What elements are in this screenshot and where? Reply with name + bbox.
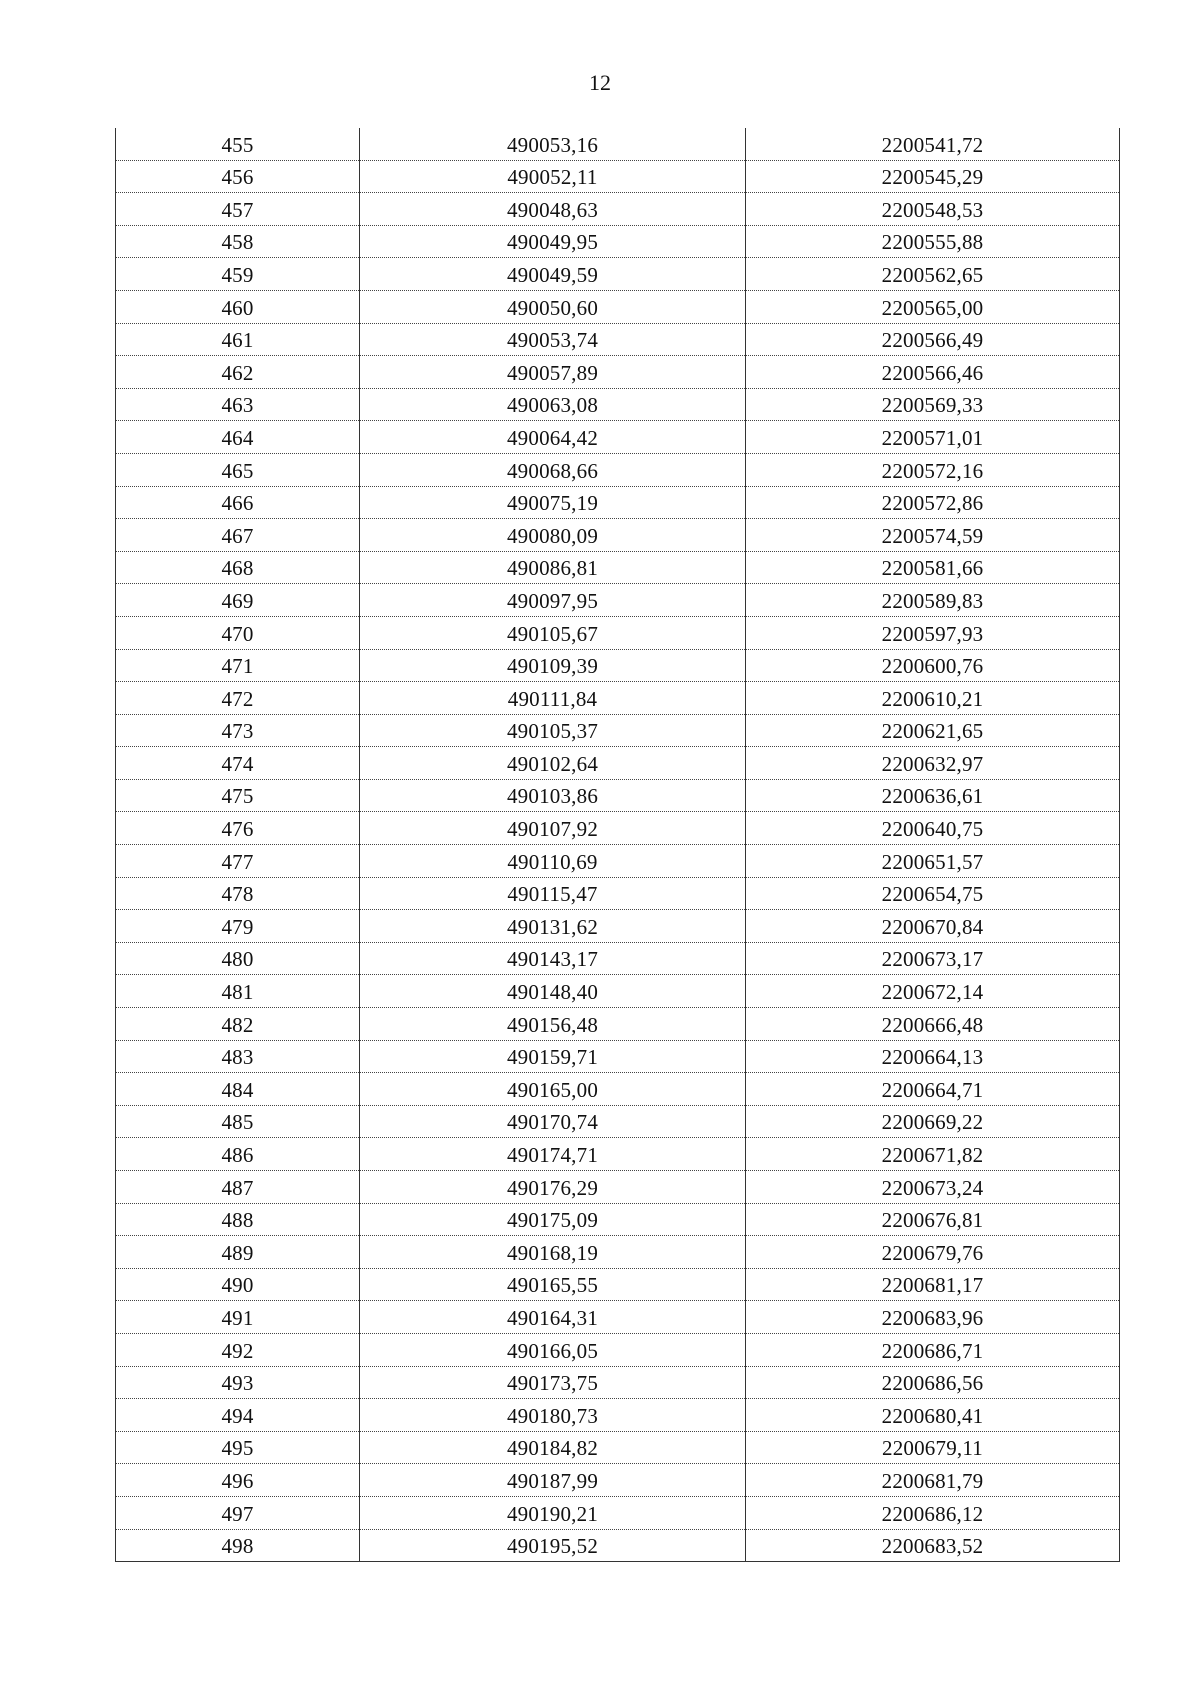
y-coordinate-cell: 2200651,57 — [746, 845, 1120, 878]
point-number-cell: 461 — [116, 323, 360, 356]
point-number-cell: 477 — [116, 845, 360, 878]
x-coordinate-cell: 490049,59 — [360, 258, 746, 291]
y-coordinate-cell: 2200565,00 — [746, 290, 1120, 323]
point-number-cell: 470 — [116, 616, 360, 649]
table-row — [116, 910, 1120, 943]
y-coordinate-cell: 2200640,75 — [746, 812, 1120, 845]
y-coordinate-cell: 2200566,49 — [746, 323, 1120, 356]
y-coordinate-cell: 2200571,01 — [746, 421, 1120, 454]
y-coordinate-cell: 2200664,71 — [746, 1073, 1120, 1106]
y-coordinate-cell: 2200672,14 — [746, 975, 1120, 1008]
point-number-cell: 465 — [116, 453, 360, 486]
point-number-cell: 466 — [116, 486, 360, 519]
x-coordinate-cell: 490143,17 — [360, 942, 746, 975]
x-coordinate-cell: 490086,81 — [360, 551, 746, 584]
point-number-cell: 479 — [116, 910, 360, 943]
y-coordinate-cell: 2200686,56 — [746, 1366, 1120, 1399]
table-row — [116, 1105, 1120, 1138]
coordinates-table — [115, 128, 1120, 1562]
y-coordinate-cell: 2200574,59 — [746, 519, 1120, 552]
y-coordinate-cell: 2200569,33 — [746, 388, 1120, 421]
y-coordinate-cell: 2200673,24 — [746, 1171, 1120, 1204]
table-row — [116, 942, 1120, 975]
table-row — [116, 1366, 1120, 1399]
x-coordinate-cell: 490166,05 — [360, 1333, 746, 1366]
point-number-cell: 464 — [116, 421, 360, 454]
table-row — [116, 1073, 1120, 1106]
y-coordinate-cell: 2200679,76 — [746, 1236, 1120, 1269]
y-coordinate-cell: 2200589,83 — [746, 584, 1120, 617]
x-coordinate-cell: 490165,00 — [360, 1073, 746, 1106]
point-number-cell: 474 — [116, 747, 360, 780]
table-row — [116, 714, 1120, 747]
point-number-cell: 463 — [116, 388, 360, 421]
table-row — [116, 1431, 1120, 1464]
x-coordinate-cell: 490052,11 — [360, 160, 746, 193]
y-coordinate-cell: 2200572,16 — [746, 453, 1120, 486]
table-row — [116, 421, 1120, 454]
y-coordinate-cell: 2200686,71 — [746, 1333, 1120, 1366]
y-coordinate-cell: 2200636,61 — [746, 779, 1120, 812]
table-row — [116, 323, 1120, 356]
x-coordinate-cell: 490068,66 — [360, 453, 746, 486]
x-coordinate-cell: 490159,71 — [360, 1040, 746, 1073]
table-row — [116, 160, 1120, 193]
y-coordinate-cell: 2200669,22 — [746, 1105, 1120, 1138]
point-number-cell: 467 — [116, 519, 360, 552]
y-coordinate-cell: 2200680,41 — [746, 1399, 1120, 1432]
x-coordinate-cell: 490103,86 — [360, 779, 746, 812]
point-number-cell: 471 — [116, 649, 360, 682]
point-number-cell: 494 — [116, 1399, 360, 1432]
y-coordinate-cell: 2200681,17 — [746, 1268, 1120, 1301]
y-coordinate-cell: 2200597,93 — [746, 616, 1120, 649]
table-row — [116, 779, 1120, 812]
point-number-cell: 498 — [116, 1529, 360, 1562]
point-number-cell: 469 — [116, 584, 360, 617]
y-coordinate-cell: 2200566,46 — [746, 356, 1120, 389]
y-coordinate-cell: 2200671,82 — [746, 1138, 1120, 1171]
point-number-cell: 484 — [116, 1073, 360, 1106]
y-coordinate-cell: 2200632,97 — [746, 747, 1120, 780]
x-coordinate-cell: 490174,71 — [360, 1138, 746, 1171]
point-number-cell: 480 — [116, 942, 360, 975]
x-coordinate-cell: 490168,19 — [360, 1236, 746, 1269]
table-row — [116, 1040, 1120, 1073]
point-number-cell: 481 — [116, 975, 360, 1008]
y-coordinate-cell: 2200673,17 — [746, 942, 1120, 975]
y-coordinate-cell: 2200666,48 — [746, 1008, 1120, 1041]
y-coordinate-cell: 2200548,53 — [746, 193, 1120, 226]
point-number-cell: 473 — [116, 714, 360, 747]
x-coordinate-cell: 490110,69 — [360, 845, 746, 878]
point-number-cell: 489 — [116, 1236, 360, 1269]
table-row — [116, 812, 1120, 845]
x-coordinate-cell: 490190,21 — [360, 1496, 746, 1529]
point-number-cell: 487 — [116, 1171, 360, 1204]
table-row — [116, 1399, 1120, 1432]
x-coordinate-cell: 490102,64 — [360, 747, 746, 780]
y-coordinate-cell: 2200681,79 — [746, 1464, 1120, 1497]
y-coordinate-cell: 2200679,11 — [746, 1431, 1120, 1464]
page-number: 12 — [589, 70, 611, 95]
point-number-cell: 468 — [116, 551, 360, 584]
x-coordinate-cell: 490164,31 — [360, 1301, 746, 1334]
x-coordinate-cell: 490111,84 — [360, 682, 746, 715]
table-row — [116, 193, 1120, 226]
x-coordinate-cell: 490057,89 — [360, 356, 746, 389]
y-coordinate-cell: 2200676,81 — [746, 1203, 1120, 1236]
point-number-cell: 478 — [116, 877, 360, 910]
table-row — [116, 258, 1120, 291]
point-number-cell: 493 — [116, 1366, 360, 1399]
y-coordinate-cell: 2200610,21 — [746, 682, 1120, 715]
table-row — [116, 1496, 1120, 1529]
point-number-cell: 455 — [116, 128, 360, 160]
table-row — [116, 1203, 1120, 1236]
point-number-cell: 456 — [116, 160, 360, 193]
x-coordinate-cell: 490049,95 — [360, 225, 746, 258]
x-coordinate-cell: 490184,82 — [360, 1431, 746, 1464]
coordinates-table-body — [116, 128, 1120, 1562]
y-coordinate-cell: 2200545,29 — [746, 160, 1120, 193]
point-number-cell: 459 — [116, 258, 360, 291]
point-number-cell: 472 — [116, 682, 360, 715]
point-number-cell: 488 — [116, 1203, 360, 1236]
x-coordinate-cell: 490107,92 — [360, 812, 746, 845]
x-coordinate-cell: 490075,19 — [360, 486, 746, 519]
point-number-cell: 485 — [116, 1105, 360, 1138]
point-number-cell: 462 — [116, 356, 360, 389]
point-number-cell: 497 — [116, 1496, 360, 1529]
table-row — [116, 356, 1120, 389]
table-row — [116, 877, 1120, 910]
table-row — [116, 1008, 1120, 1041]
table-row — [116, 1529, 1120, 1562]
y-coordinate-cell: 2200621,65 — [746, 714, 1120, 747]
x-coordinate-cell: 490064,42 — [360, 421, 746, 454]
y-coordinate-cell: 2200600,76 — [746, 649, 1120, 682]
y-coordinate-cell: 2200555,88 — [746, 225, 1120, 258]
x-coordinate-cell: 490050,60 — [360, 290, 746, 323]
y-coordinate-cell: 2200562,65 — [746, 258, 1120, 291]
y-coordinate-cell: 2200572,86 — [746, 486, 1120, 519]
point-number-cell: 483 — [116, 1040, 360, 1073]
x-coordinate-cell: 490048,63 — [360, 193, 746, 226]
x-coordinate-cell: 490063,08 — [360, 388, 746, 421]
x-coordinate-cell: 490109,39 — [360, 649, 746, 682]
point-number-cell: 496 — [116, 1464, 360, 1497]
y-coordinate-cell: 2200686,12 — [746, 1496, 1120, 1529]
table-row — [116, 290, 1120, 323]
x-coordinate-cell: 490105,37 — [360, 714, 746, 747]
point-number-cell: 495 — [116, 1431, 360, 1464]
x-coordinate-cell: 490195,52 — [360, 1529, 746, 1562]
table-row — [116, 584, 1120, 617]
table-row — [116, 388, 1120, 421]
x-coordinate-cell: 490053,74 — [360, 323, 746, 356]
x-coordinate-cell: 490165,55 — [360, 1268, 746, 1301]
point-number-cell: 486 — [116, 1138, 360, 1171]
x-coordinate-cell: 490115,47 — [360, 877, 746, 910]
x-coordinate-cell: 490176,29 — [360, 1171, 746, 1204]
y-coordinate-cell: 2200683,96 — [746, 1301, 1120, 1334]
table-row — [116, 649, 1120, 682]
x-coordinate-cell: 490180,73 — [360, 1399, 746, 1432]
point-number-cell: 476 — [116, 812, 360, 845]
table-row — [116, 486, 1120, 519]
table-row — [116, 975, 1120, 1008]
y-coordinate-cell: 2200541,72 — [746, 128, 1120, 160]
y-coordinate-cell: 2200683,52 — [746, 1529, 1120, 1562]
table-row — [116, 1171, 1120, 1204]
point-number-cell: 457 — [116, 193, 360, 226]
y-coordinate-cell: 2200654,75 — [746, 877, 1120, 910]
x-coordinate-cell: 490148,40 — [360, 975, 746, 1008]
table-row — [116, 1301, 1120, 1334]
table-row — [116, 682, 1120, 715]
table-row — [116, 1268, 1120, 1301]
y-coordinate-cell: 2200670,84 — [746, 910, 1120, 943]
point-number-cell: 460 — [116, 290, 360, 323]
table-row — [116, 1464, 1120, 1497]
table-row — [116, 128, 1120, 160]
table-row — [116, 1236, 1120, 1269]
table-row — [116, 616, 1120, 649]
x-coordinate-cell: 490175,09 — [360, 1203, 746, 1236]
x-coordinate-cell: 490187,99 — [360, 1464, 746, 1497]
x-coordinate-cell: 490131,62 — [360, 910, 746, 943]
table-row — [116, 747, 1120, 780]
point-number-cell: 458 — [116, 225, 360, 258]
point-number-cell: 492 — [116, 1333, 360, 1366]
x-coordinate-cell: 490080,09 — [360, 519, 746, 552]
y-coordinate-cell: 2200664,13 — [746, 1040, 1120, 1073]
table-row — [116, 551, 1120, 584]
table-row — [116, 519, 1120, 552]
table-row — [116, 225, 1120, 258]
y-coordinate-cell: 2200581,66 — [746, 551, 1120, 584]
x-coordinate-cell: 490053,16 — [360, 128, 746, 160]
point-number-cell: 491 — [116, 1301, 360, 1334]
point-number-cell: 475 — [116, 779, 360, 812]
x-coordinate-cell: 490105,67 — [360, 616, 746, 649]
table-row — [116, 1138, 1120, 1171]
x-coordinate-cell: 490170,74 — [360, 1105, 746, 1138]
x-coordinate-cell: 490156,48 — [360, 1008, 746, 1041]
table-row — [116, 453, 1120, 486]
table-row — [116, 845, 1120, 878]
point-number-cell: 482 — [116, 1008, 360, 1041]
point-number-cell: 490 — [116, 1268, 360, 1301]
x-coordinate-cell: 490097,95 — [360, 584, 746, 617]
table-row — [116, 1333, 1120, 1366]
x-coordinate-cell: 490173,75 — [360, 1366, 746, 1399]
